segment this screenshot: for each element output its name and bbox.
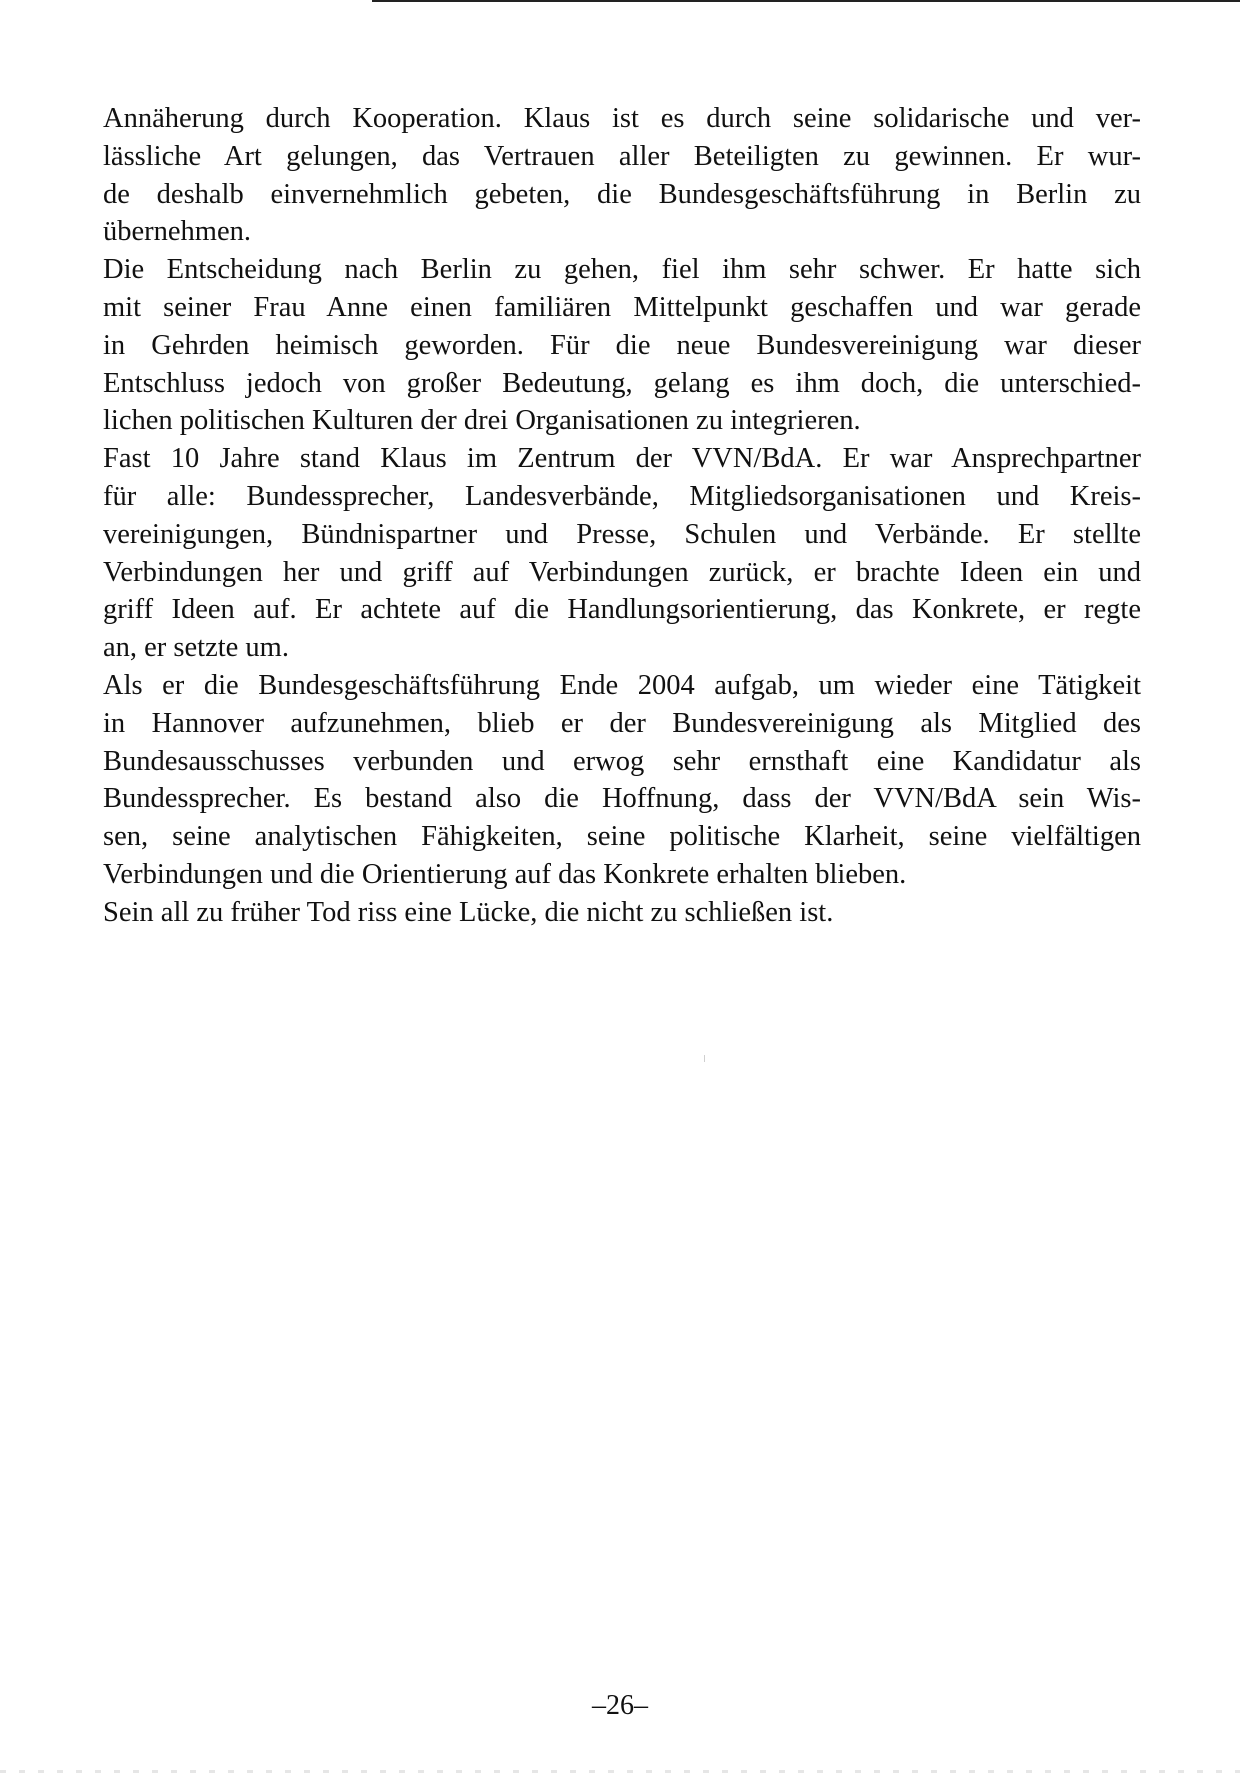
text-line: Bundesausschusses verbunden und erwog sehr ernsthaft eine Kandidatur als [103,745,1141,777]
top-rule [372,0,1240,2]
text-line: Bundessprecher. Es bestand also die Hoffnung, dass der VVN/BdA sein Wis- [103,783,1141,815]
text-line: für alle: Bundessprecher, Landesverbände, Mitgliedsorganisationen und Kreis- [103,480,1141,512]
text-line: in Gehrden heimisch geworden. Für die neue Bundesvereinigung war dieser [103,329,1141,361]
body-text [103,100,1141,932]
text-line: in Hannover aufzunehmen, blieb er der Bundesvereinigung als Mitglied des [103,707,1141,739]
text-line: lässliche Art gelungen, das Vertrauen aller Beteiligten zu gewinnen. Er wur- [103,140,1141,172]
text-line: vereinigungen, Bündnispartner und Presse, Schulen und Verbände. Er stellte [103,518,1141,550]
text-line: Sein all zu früher Tod riss eine Lücke, die nicht zu schließen ist. [103,896,834,928]
text-line: Annäherung durch Kooperation. Klaus ist es durch seine solidarische und ver- [103,103,1141,134]
text-line: Verbindungen und die Orientierung auf das Konkrete erhalten blieben. [103,858,907,890]
text-line: sen, seine analytischen Fähigkeiten, seine politische Klarheit, seine vielfältigen [103,821,1141,853]
text-line: Die Entscheidung nach Berlin zu gehen, fiel ihm sehr schwer. Er hatte sich [103,254,1141,286]
text-line: Als er die Bundesgeschäftsführung Ende 2004 aufgab, um wieder eine Tätigkeit [103,669,1141,701]
text-line: mit seiner Frau Anne einen familiären Mittelpunkt geschaffen und war gerade [103,291,1141,323]
scan-speck [704,1055,705,1062]
page-number: –26– [592,1690,648,1721]
text-line: Verbindungen her und griff auf Verbindungen zurück, er brachte Ideen ein und [103,556,1141,588]
text-line: lichen politischen Kulturen der drei Organisationen zu integrieren. [103,405,861,437]
text-line: griff Ideen auf. Er achtete auf die Handlungsorientierung, das Konkrete, er regte [103,594,1141,626]
text-line: Entschluss jedoch von großer Bedeutung, gelang es ihm doch, die unterschied- [103,367,1141,399]
text-line: an, er setzte um. [103,632,289,664]
text-line: de deshalb einvernehmlich gebeten, die Bundesgeschäftsführung in Berlin zu [103,178,1141,210]
text-line: übernehmen. [103,216,251,248]
scan-edge [0,1770,1240,1773]
text-line: Fast 10 Jahre stand Klaus im Zentrum der VVN/BdA. Er war Ansprechpartner [103,443,1141,475]
